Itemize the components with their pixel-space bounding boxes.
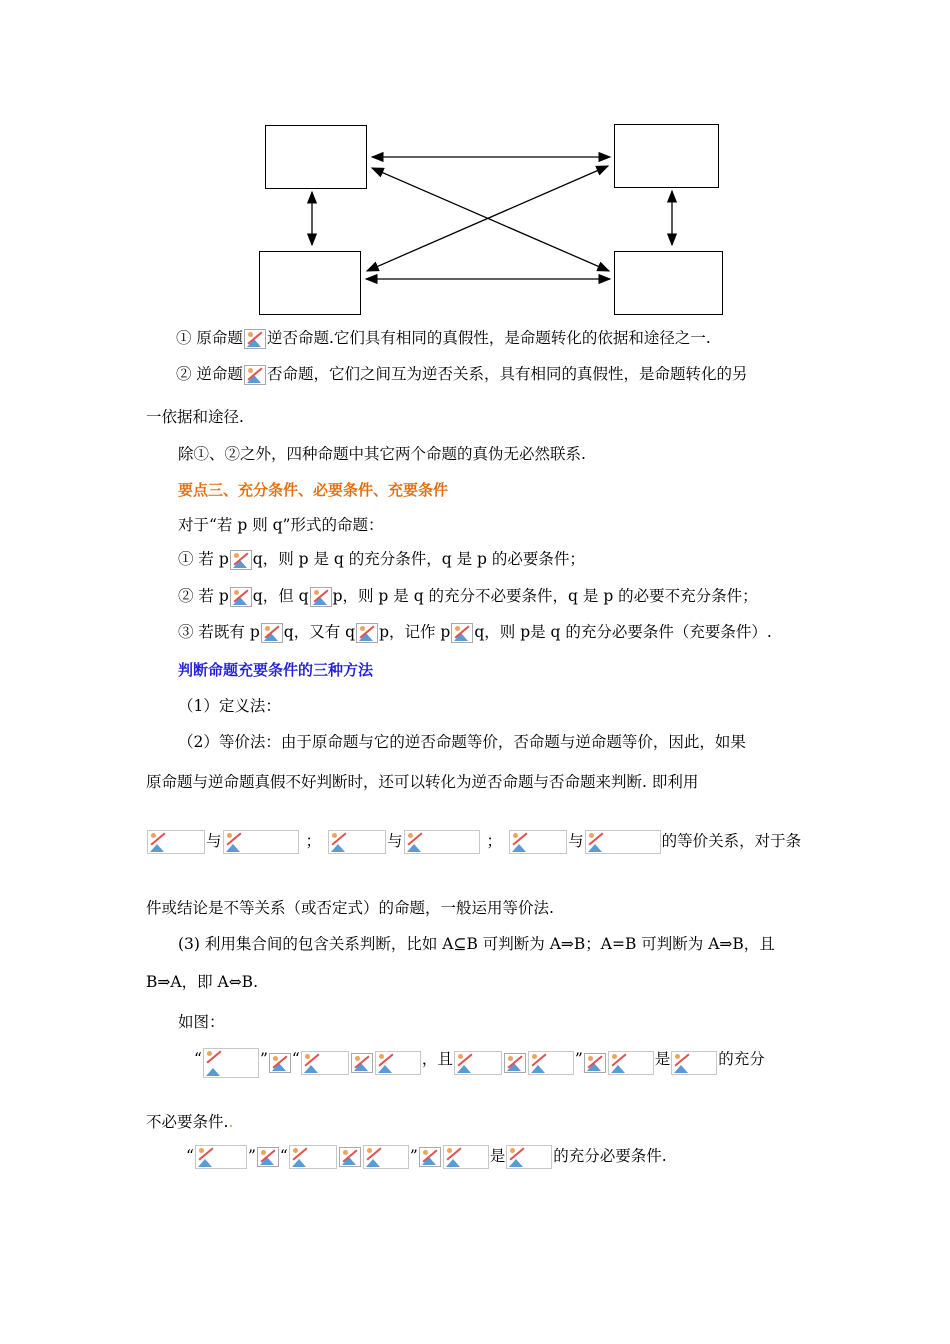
figure-row-1: “ ” “ ，且 ” 是 的充分 xyxy=(194,1048,765,1078)
condition-3: ③ 若既有 p q，又有 q p，记作 p q，则 p是 q 的充分必要条件（充要条件）. xyxy=(178,623,772,641)
para-2: ② 逆命题 否命题，它们之间互为逆否关系，具有相同的真假性，是命题转化的另 xyxy=(176,365,748,383)
figure-row-1-cont: 不必要条件.. xyxy=(146,1113,234,1131)
broken-image-icon xyxy=(289,1145,337,1169)
broken-image-icon xyxy=(269,1053,291,1073)
broken-image-icon xyxy=(585,830,661,854)
broken-image-icon xyxy=(223,830,299,854)
broken-image-icon xyxy=(230,587,252,607)
broken-image-icon xyxy=(363,1145,409,1169)
broken-image-icon xyxy=(310,587,332,607)
method-1: （1）定义法： xyxy=(178,697,281,715)
broken-image-icon xyxy=(506,1145,552,1169)
broken-image-icon xyxy=(301,1051,349,1075)
broken-image-icon xyxy=(339,1147,361,1167)
broken-image-icon xyxy=(528,1051,574,1075)
method-2: （2）等价法：由于原命题与它的逆否命题等价，否命题与逆命题等价，因此，如果 xyxy=(178,733,746,751)
method-3: (3) 利用集合间的包含关系判断，比如 A⊆B 可判断为 A⇒B；A=B 可判断为 A⇒B，且 xyxy=(178,935,775,953)
arrow-diag-1 xyxy=(372,168,609,271)
section-heading-3: 要点三、充分条件、必要条件、充要条件 xyxy=(178,481,449,499)
figure-label: 如图： xyxy=(178,1013,225,1031)
broken-image-icon xyxy=(147,830,205,854)
broken-image-icon xyxy=(375,1051,421,1075)
broken-image-icon xyxy=(504,1053,526,1073)
broken-image-icon xyxy=(419,1147,441,1167)
para-2-cont: 一依据和途径. xyxy=(146,408,244,426)
diagram-arrows xyxy=(0,0,950,340)
para-4: 对于“若 p 则 q”形式的命题： xyxy=(178,516,384,534)
broken-image-icon xyxy=(451,623,473,643)
broken-image-icon xyxy=(203,1048,259,1078)
broken-image-icon xyxy=(608,1051,654,1075)
broken-image-icon xyxy=(244,365,266,385)
method-2-cont: 原命题与逆命题真假不好判断时，还可以转化为逆否命题与否命题来判断. 即利用 xyxy=(146,773,699,791)
broken-image-icon xyxy=(244,329,266,349)
method-3-cont: B⇒A，即 A⇔B. xyxy=(146,973,258,991)
condition-1: ① 若 p q，则 p 是 q 的充分条件，q 是 p 的必要条件； xyxy=(178,550,585,568)
broken-image-icon xyxy=(404,830,480,854)
broken-image-icon xyxy=(351,1053,373,1073)
figure-row-2: “ ” “ ” 是 的充分必要条件. xyxy=(186,1145,667,1169)
broken-image-icon xyxy=(509,830,567,854)
condition-2: ② 若 p q，但 q p，则 p 是 q 的充分不必要条件，q 是 p 的必要不充分条件； xyxy=(178,587,758,605)
broken-image-icon xyxy=(454,1051,502,1075)
broken-image-icon xyxy=(671,1051,717,1075)
broken-image-icon xyxy=(356,623,378,643)
broken-image-icon xyxy=(230,550,252,570)
broken-image-icon xyxy=(257,1147,279,1167)
para-1: ① 原命题 逆否命题.它们具有相同的真假性，是命题转化的依据和途径之一. xyxy=(176,329,711,347)
broken-image-icon xyxy=(328,830,386,854)
broken-image-icon xyxy=(584,1053,606,1073)
equivalence-row: 与 ； 与 ； 与 的等价关系，对于条 xyxy=(146,830,801,854)
broken-image-icon xyxy=(261,623,283,643)
para-3: 除①、②之外，四种命题中其它两个命题的真伪无必然联系. xyxy=(178,445,586,463)
broken-image-icon xyxy=(443,1145,489,1169)
method-2-tail: 件或结论是不等关系（或否定式）的命题，一般运用等价法. xyxy=(146,899,554,917)
section-heading-methods: 判断命题充要条件的三种方法 xyxy=(178,661,374,679)
broken-image-icon xyxy=(195,1145,247,1169)
